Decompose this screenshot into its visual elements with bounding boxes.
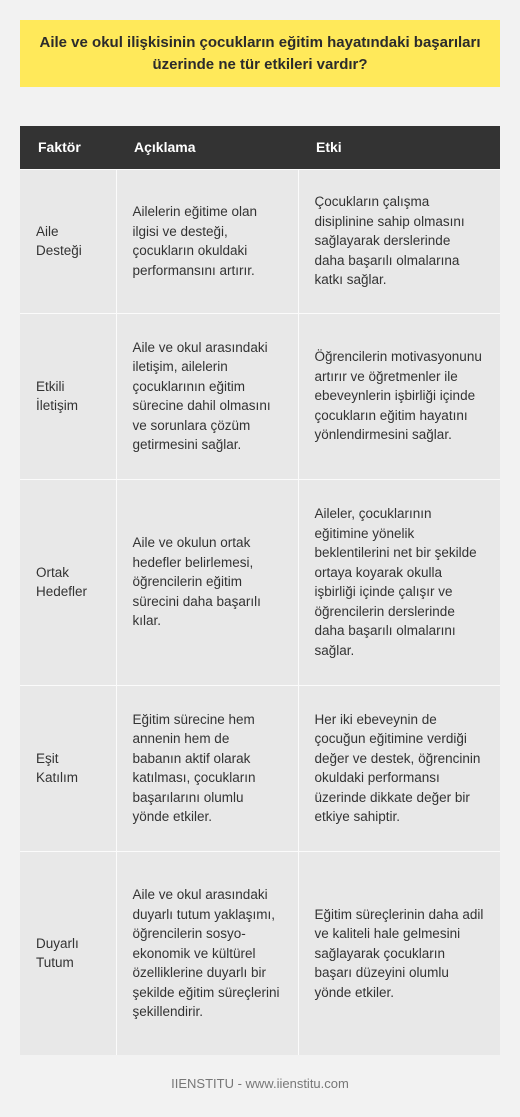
cell-effect: Aileler, çocuklarının eğitimine yönelik beklentilerini net bir şekilde ortaya koyarak okulla işbirliği içinde çalışır ve öğrencilerin derslerinde daha başarılı olmalarını sağlar. bbox=[298, 479, 500, 685]
header-description: Açıklama bbox=[116, 126, 298, 169]
page-title: Aile ve okul ilişkisinin çocukların eğitim hayatındaki başarıları üzerinde ne tür etkileri vardır? bbox=[39, 33, 481, 73]
table-header-row bbox=[20, 126, 500, 169]
cell-factor: Ortak Hedefler bbox=[20, 479, 116, 685]
cell-description: Aile ve okul arasındaki iletişim, ailelerin çocuklarının eğitim sürecine dahil olmasını ve sorunlara çözüm getirmesini sağlar. bbox=[116, 313, 298, 479]
cell-description: Ailelerin eğitime olan ilgisi ve desteği, çocukların okuldaki performansını artırır. bbox=[116, 169, 298, 313]
cell-description: Eğitim sürecine hem annenin hem de babanın aktif olarak katılması, çocukların başarılarını olumlu yönde etkiler. bbox=[116, 685, 298, 851]
cell-factor: Duyarlı Tutum bbox=[20, 851, 116, 1055]
cell-effect: Eğitim süreçlerinin daha adil ve kaliteli hale gelmesini sağlayarak çocukların başarı düzeyini olumlu yönde etkiler. bbox=[298, 851, 500, 1055]
table-row bbox=[20, 313, 500, 479]
cell-description: Aile ve okul arasındaki duyarlı tutum yaklaşımı, öğrencilerin sosyo-ekonomik ve kültürel özelliklerine duyarlı bir şekilde eğitim süreçlerini şekillendirir. bbox=[116, 851, 298, 1055]
title-banner bbox=[20, 20, 500, 87]
cell-effect: Her iki ebeveynin de çocuğun eğitimine verdiği değer ve destek, öğrencinin okuldaki performansı üzerinde dikkate değer bir etkiye sahiptir. bbox=[298, 685, 500, 851]
cell-factor: Etkili İletişim bbox=[20, 313, 116, 479]
factors-table bbox=[20, 126, 500, 1055]
table-row bbox=[20, 479, 500, 685]
header-effect: Etki bbox=[298, 126, 500, 169]
cell-factor: Aile Desteği bbox=[20, 169, 116, 313]
table-row bbox=[20, 851, 500, 1055]
header-factor: Faktör bbox=[20, 126, 116, 169]
cell-effect: Öğrencilerin motivasyonunu artırır ve öğretmenler ile ebeveynlerin işbirliği içinde çocukların eğitim hayatını yönlendirmesini sağlar. bbox=[298, 313, 500, 479]
footer-credit: IIENSTITU - www.iienstitu.com bbox=[171, 1076, 349, 1091]
cell-factor: Eşit Katılım bbox=[20, 685, 116, 851]
table-row bbox=[20, 685, 500, 851]
table-row bbox=[20, 169, 500, 313]
cell-effect: Çocukların çalışma disiplinine sahip olmasını sağlayarak derslerinde daha başarılı olmalarına katkı sağlar. bbox=[298, 169, 500, 313]
cell-description: Aile ve okulun ortak hedefler belirlemesi, öğrencilerin eğitim sürecini daha başarılı kılar. bbox=[116, 479, 298, 685]
